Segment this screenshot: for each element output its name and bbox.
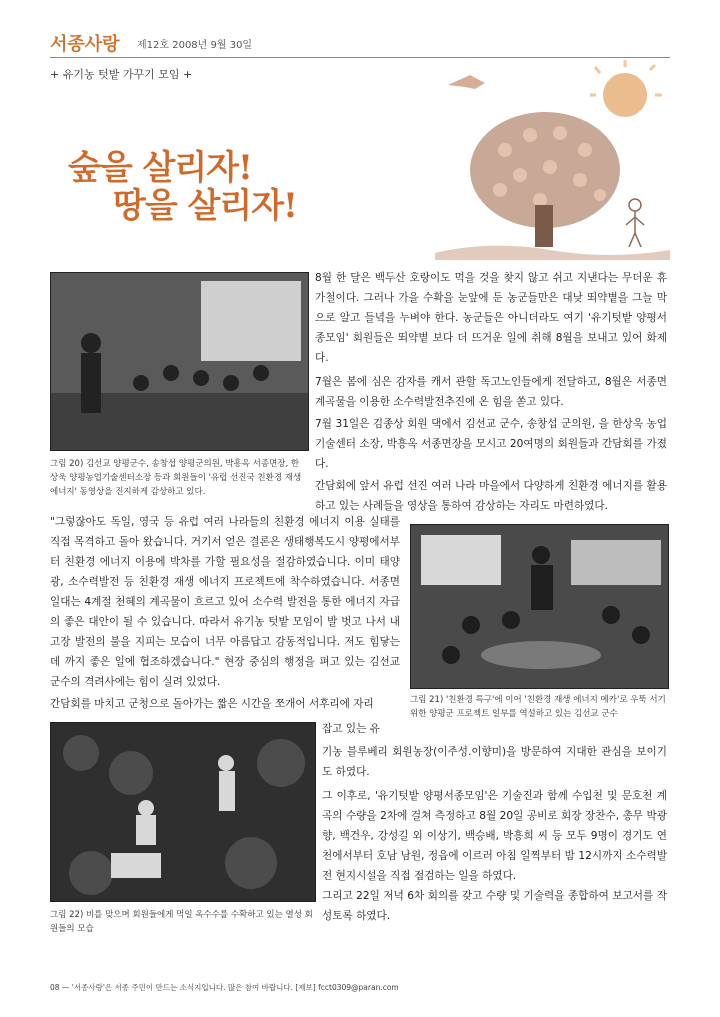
photo-caption-20: 그림 20) 김선교 양평군수, 송창섭 양평군의원, 박흥옥 서종면장, 한상욱 양평농업기술센터소장 등과 회원들이 '유럽 선진국 친환경 재생 에너지' 동영상을 진지하게 감상하고 있다. xyxy=(50,459,302,497)
paragraph-intro: 8월 한 달은 백두산 호랑이도 먹을 것을 찾지 않고 쉬고 지낸다는 무더운 휴가철이다. 그러나 가을 수확을 눈앞에 둔 농군들만은 대낮 뙤약볕을 그늘 막으로 알고 들녘을 누벼야 한다. 농군들은 아니더라도 여기 '유기텃밭 양평서종모임' 회원들은 뙤약볕 보다 더 뜨거운 일에 취해 8월을 보내고 있어 화제다. xyxy=(315,272,667,364)
headline-line-2: 땅을 살리자! xyxy=(113,186,297,226)
paragraph-visit-end: 기농 블루베리 회원농장(이주성.이향미)을 방문하여 지대한 관심을 보이기도 하였다. xyxy=(322,746,667,778)
paragraph-report: 그리고 22일 저녁 6차 회의를 갖고 수량 및 기술력을 종합하여 보고서를 작성토록 하였다. xyxy=(322,890,667,922)
paragraph-visit-mid: 잡고 있는 유 xyxy=(322,723,380,735)
paragraph-visit-start: 간담회를 마치고 군청으로 돌아가는 짧은 시간을 쪼개어 서후리에 자리 xyxy=(50,698,374,710)
meeting-photo xyxy=(50,272,309,451)
paragraph-meeting: 7월 31일은 김종상 회원 댁에서 김선교 군수, 송창섭 군의원, 을 한상욱 농업기술센터 소장, 박흥옥 서종면장을 모시고 20여명의 회원들과 간담회를 가졌다. xyxy=(315,418,667,470)
section-label: + 유기농 텃밭 가꾸기 모임 + xyxy=(50,68,193,81)
paragraph-video: 간담회에 앞서 유럽 선진 여러 나라 마을에서 다양하게 친환경 에너지를 활용하고 있는 사례들을 영상을 통하여 감상하는 자리도 마련하였다. xyxy=(315,480,667,512)
dinner-photo xyxy=(410,524,669,689)
photo-caption-22: 그림 22) 비를 맞으며 회원들에게 먹일 옥수수를 수확하고 있는 열성 회원들의 모습 xyxy=(50,910,313,934)
page-footer: 08 — '서종사랑'은 서종 주민이 만드는 소식지입니다. 많은 참여 바랍니다. [제보] fcct0309@paran.com xyxy=(50,983,399,992)
issue-info: 제12호 2008년 9월 30일 xyxy=(137,40,253,51)
paragraph-potato: 7월은 봄에 심은 감자를 캐서 관할 독고노인들에게 전달하고, 8월은 서종면 계곡물을 이용한 소수력발전추진에 온 힘을 쏟고 있다. xyxy=(315,376,667,408)
headline-line-1: 숲을 살리자! xyxy=(68,148,252,188)
harvest-photo xyxy=(50,722,316,902)
photo-caption-21: 그림 21) '친환경 특구'에 이어 '친환경 재생 에너지 메카'로 우뚝 서기 위한 양평군 프로젝트 일부를 역설하고 있는 김선교 군수 xyxy=(410,695,666,719)
paragraph-quote: "그렇잖아도 독일, 영국 등 유럽 여러 나라들의 친환경 에너지 이용 실태를 직접 목격하고 돌아 왔습니다. 거기서 얻은 결론은 생태행복도시 양평에서부터 친환경 에너지 이용에 박차를 가할 필요성을 절감하였습니다. 이미 태양광, 소수력발전 등 친환경 재생 에너지 프로젝트에 착수하였습니다. 서종면 일대는 4계절 천혜의 계곡물이 흐르고 있어 소수력 발전을 통한 에너지 자급의 좋은 대안이 될 수 있습니다. 따라서 유기농 텃밭 모임이 발 벗고 나서 내 고장 발전의 불을 지피는 모습이 너무 아름답고 감동적입니다. 저도 힘닿는데 까지 좋은 일에 협조하겠습니다." 현장 중심의 행정을 펴고 있는 김선교 군수의 격려사에는 힘이 실려 있었다. xyxy=(50,516,400,688)
magazine-title: 서종사랑 xyxy=(50,34,120,55)
paragraph-survey: 그 이후로, '유기텃밭 양평서종모임'은 기술진과 함께 수입천 및 문호천 계곡의 수량을 2차에 걸쳐 측정하고 8월 20일 공비로 회장 장찬수, 총무 박광향, 백건우, 강성길 외 이상기, 백승배, 박흥희 씨 등 모두 9명이 경기도 연천에서부터 호남 남원, 정읍에 이르러 아침 일찍부터 밤 12시까지 소수력발전 현지시설을 직접 점검하는 일을 하였다. xyxy=(322,790,667,882)
tree-illustration-icon xyxy=(430,55,670,260)
